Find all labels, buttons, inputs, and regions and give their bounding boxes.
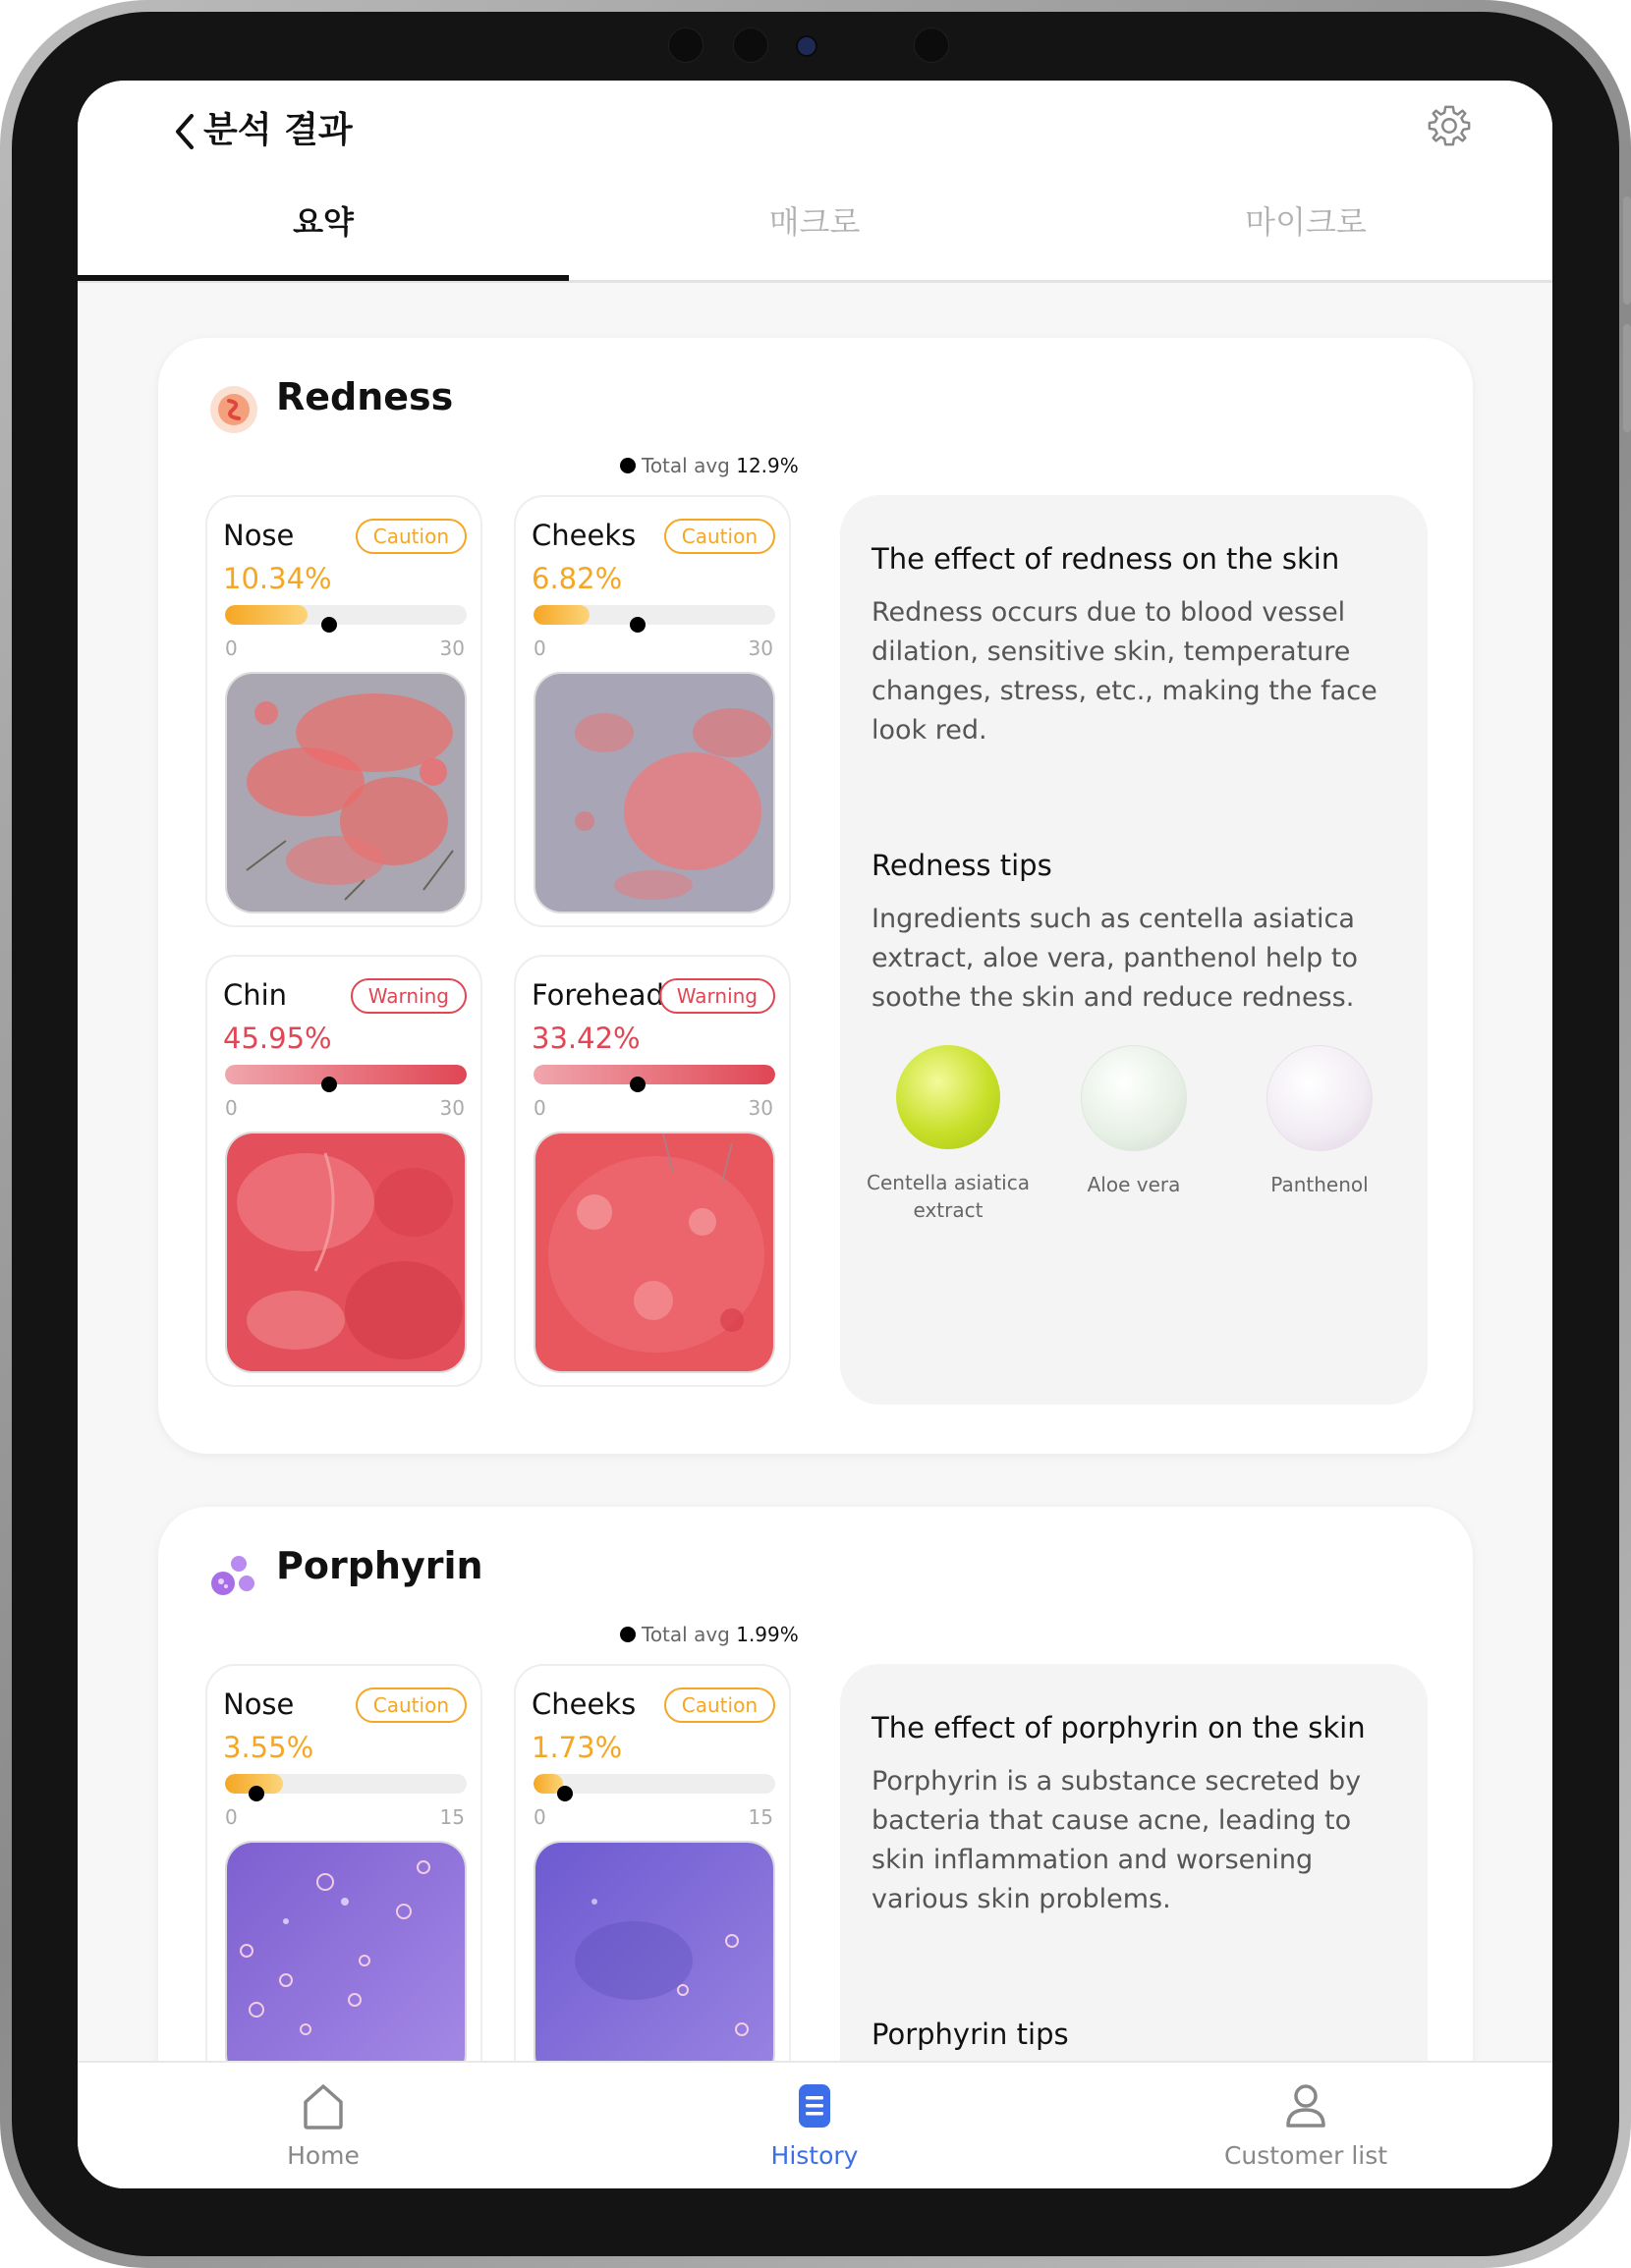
history-icon [791,2080,838,2131]
region-card-cheeks[interactable] [514,495,791,927]
ingredient-label: Aloe vera [1087,1173,1181,1196]
progress-track [534,605,775,625]
total-avg: Total avg 12.9% [620,454,799,477]
status-badge: Caution [356,519,467,554]
redness-icon [209,385,258,434]
region-value: 3.55% [223,1731,314,1764]
avg-marker [630,617,646,633]
avg-marker-icon [620,1627,636,1642]
scale-max: 30 [439,636,465,660]
tips-heading: Porphyrin tips [872,2018,1069,2051]
avg-marker [321,1077,337,1092]
region-card-nose[interactable] [205,495,482,927]
info-text: Porphyrin is a substance secreted by bacteria that cause acne, leading to skin inflammation and worsening various skin problems. [872,1766,1362,1914]
ingredient-aloe [1050,1045,1217,1198]
scale-max: 15 [748,1805,773,1829]
skin-image-chin[interactable] [225,1132,467,1373]
app-header [78,81,1552,282]
info-heading: The effect of porphyrin on the skin [872,1711,1366,1744]
region-value: 10.34% [223,562,332,595]
scale-min: 0 [534,1805,546,1829]
total-avg-value: 1.99% [736,1623,799,1646]
progress-fill [225,1065,467,1084]
section-title: Redness [276,375,454,418]
scale-min: 0 [534,1096,546,1120]
ingredient-label: Panthenol [1270,1173,1369,1196]
avg-marker [630,1077,646,1092]
nav-home[interactable] [78,2063,569,2188]
region-card-nose[interactable] [205,1664,482,2061]
porphyrin-icon [209,1554,258,1603]
scale-max: 30 [748,636,773,660]
progress-track [225,1065,467,1084]
bottom-nav [78,2061,1552,2188]
region-value: 45.95% [223,1022,332,1055]
camera-icon [796,35,817,57]
avg-marker [557,1786,573,1801]
skin-image-forehead[interactable] [534,1132,775,1373]
avg-marker [249,1786,264,1801]
redness-card [158,338,1473,1454]
region-value: 33.42% [532,1022,641,1055]
region-name: Forehead [532,978,664,1012]
avg-marker-icon [620,458,636,473]
ingredient-panthenol [1236,1045,1403,1198]
status-badge: Warning [351,978,467,1014]
total-avg: Total avg 1.99% [620,1623,799,1646]
skin-image-nose[interactable] [225,1841,467,2061]
region-name: Nose [223,1687,295,1721]
region-value: 6.82% [532,562,623,595]
scale-max: 30 [748,1096,773,1120]
status-badge: Caution [356,1687,467,1723]
panthenol-drop-icon [1266,1045,1373,1151]
region-card-chin[interactable] [205,955,482,1387]
region-value: 1.73% [532,1731,623,1764]
skin-image-cheeks[interactable] [534,1841,775,2061]
scale-max: 15 [439,1805,465,1829]
status-badge: Caution [664,1687,775,1723]
progress-track [225,605,467,625]
status-badge: Caution [664,519,775,554]
status-badge: Warning [659,978,775,1014]
scale-min: 0 [225,1805,238,1829]
tab-micro[interactable]: 마이크로 [1245,203,1367,241]
progress-fill [534,605,590,625]
total-avg-value: 12.9% [736,454,799,477]
region-name: Chin [223,978,288,1012]
scale-min: 0 [534,636,546,660]
scale-min: 0 [225,636,238,660]
nav-label: History [770,2141,859,2170]
centella-drop-icon [896,1045,1000,1149]
gear-icon[interactable] [1427,103,1472,148]
home-icon [300,2080,347,2131]
ingredient-label: Centella asiatica extract [867,1171,1030,1222]
tips-heading: Redness tips [872,849,1052,882]
app-screen [78,81,1552,2188]
tab-summary[interactable]: 요약 [293,203,354,241]
tips-text: Ingredients such as centella asiatica extract, aloe vera, panthenol help to soothe the skin and reduce redness. [872,904,1358,1013]
section-title: Porphyrin [276,1544,483,1587]
nav-history[interactable] [569,2063,1060,2188]
skin-image-cheeks[interactable] [534,672,775,913]
region-name: Nose [223,519,295,552]
region-name: Cheeks [532,519,637,552]
nav-label: Home [287,2141,360,2170]
volume-button [1623,196,1631,304]
ingredient-centella [865,1045,1032,1224]
skin-image-nose[interactable] [225,672,467,913]
porphyrin-card [158,1507,1473,2061]
scale-min: 0 [225,1096,238,1120]
info-heading: The effect of redness on the skin [872,542,1340,576]
volume-button [1623,324,1631,432]
customer-icon [1282,2080,1329,2131]
redness-info-panel [840,495,1428,1405]
info-text: Redness occurs due to blood vessel dilation, sensitive skin, temperature changes, stress, etc., making the face look red. [872,597,1378,746]
region-card-forehead[interactable] [514,955,791,1387]
page-title: 분석 결과 [203,110,353,150]
scale-max: 30 [439,1096,465,1120]
content-scroll[interactable] [78,283,1552,2061]
back-icon[interactable] [170,112,199,151]
progress-fill [225,605,308,625]
tab-macro[interactable]: 매크로 [768,203,861,241]
progress-fill [534,1065,775,1084]
progress-track [534,1065,775,1084]
nav-label: Customer list [1223,2141,1388,2170]
aloe-drop-icon [1081,1045,1187,1151]
tab-indicator [78,275,569,281]
porphyrin-info-panel [840,1664,1428,2061]
avg-marker [321,617,337,633]
region-card-cheeks[interactable] [514,1664,791,2061]
camera-bar [639,24,953,63]
nav-customer-list[interactable] [1060,2063,1551,2188]
tab-bar [78,189,1552,283]
region-name: Cheeks [532,1687,637,1721]
